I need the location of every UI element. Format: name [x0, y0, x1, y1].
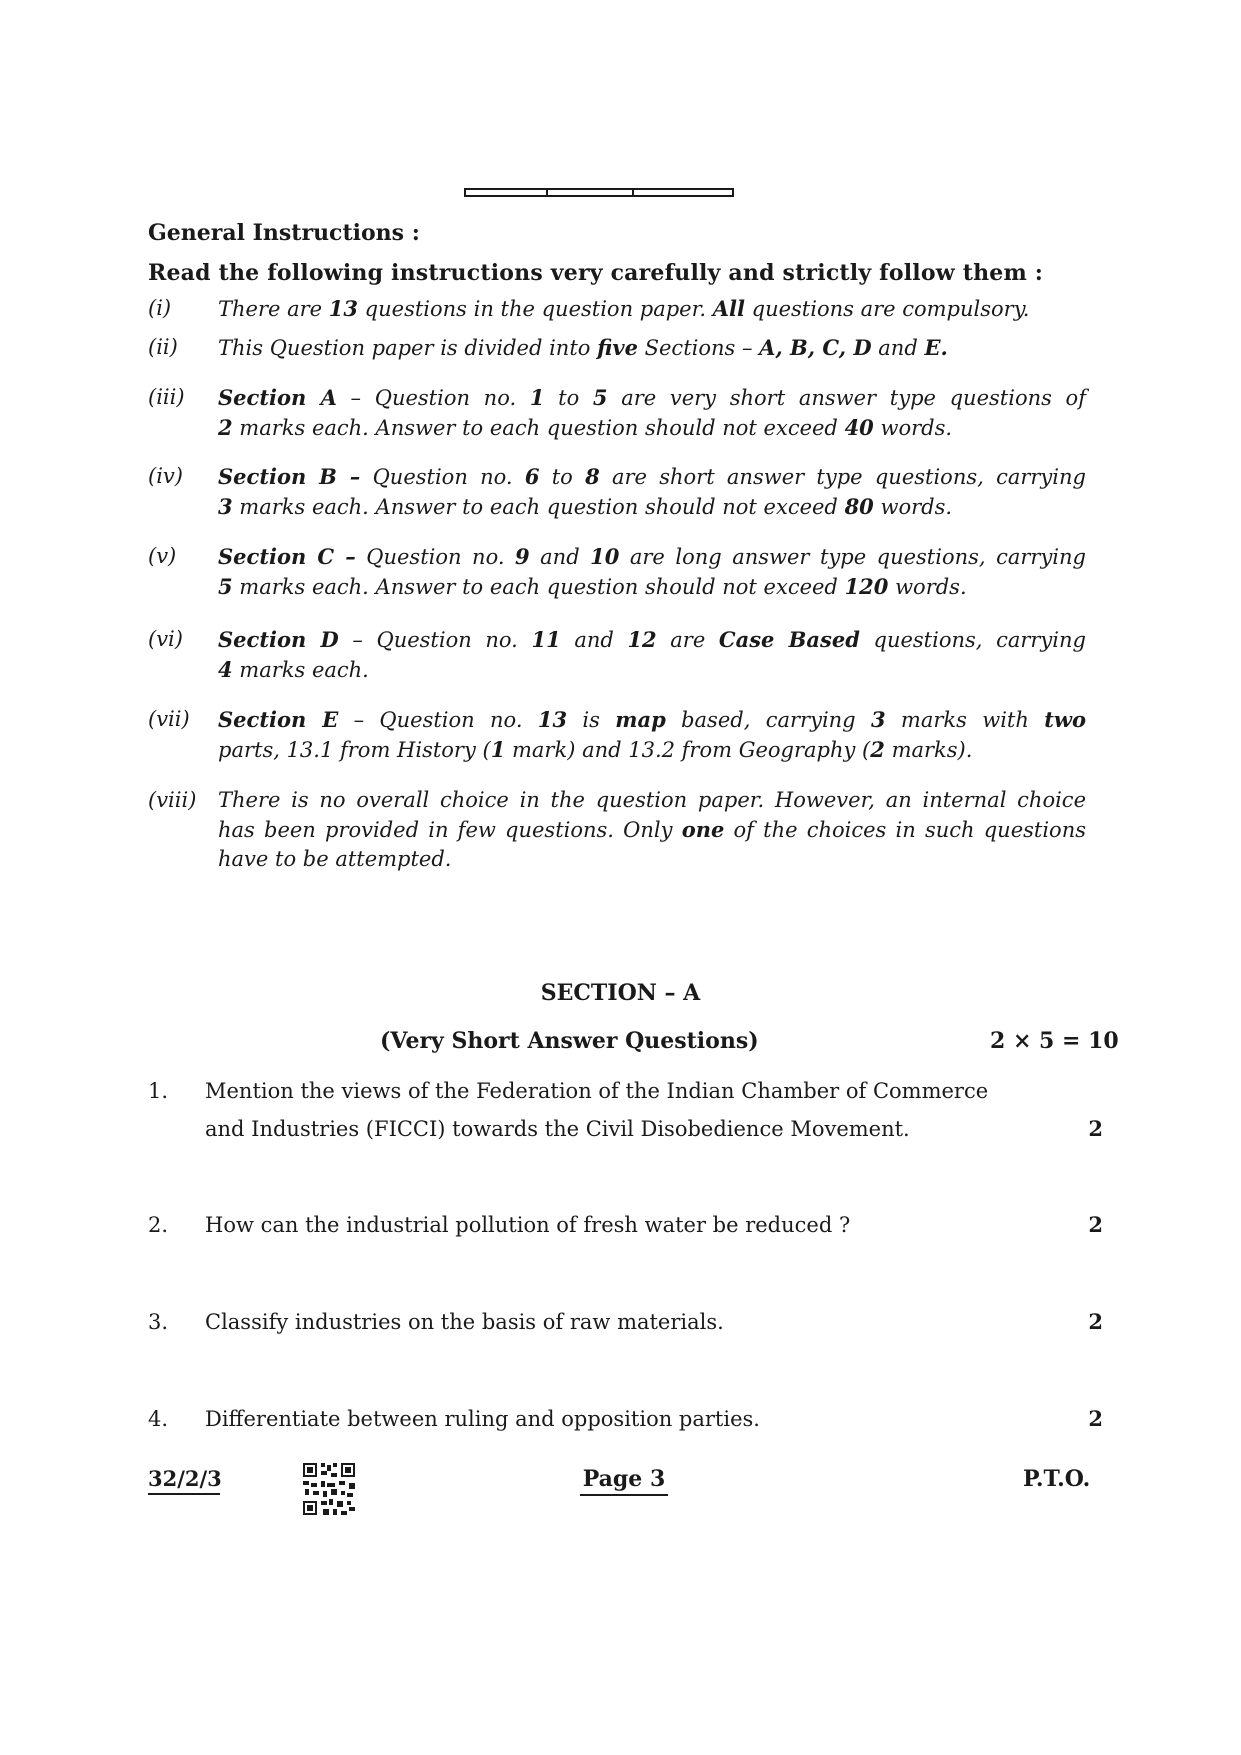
- question-text: Classify industries on the basis of raw materials.: [205, 1310, 724, 1334]
- section-subtitle: (Very Short Answer Questions): [380, 1028, 759, 1054]
- section-title: SECTION – A: [540, 980, 701, 1006]
- general-instructions-title: General Instructions :: [148, 220, 420, 246]
- page-number: Page 3: [580, 1466, 668, 1496]
- read-instructions-line: Read the following instructions very carefully and strictly follow them :: [148, 260, 1044, 286]
- qr-code-icon: [303, 1463, 355, 1515]
- question-text: Mention the views of the Federation of the Indian Chamber of Commerce and Industries (FICCI) towards the Civil Disobedience Movement.: [205, 1079, 989, 1141]
- question-marks: 2: [1088, 1116, 1103, 1141]
- exam-page: General Instructions : Read the following instructions very carefully and strictly follow them : (i) There are 13 questions in the question paper. All questions are compulsory. (ii) This Question paper is divided into five Sections – A, B, C, D and E. (iii) Section A – Question no. 1 to 5 are very short answer type questions of 2 marks each. Answer to each question should not exceed 40 words. (iv) Section B – Question no. 6 to 8 are short answer type questions, carrying 3 marks each. Answer to each question should not exceed 80 words. (v) Section C – Question no. 9 and 10 are long answer type questions, carrying 5 marks each. Answer to each question should not exceed 120 words. (vi) Section D – Question no. 11 and 12 are Case Based questions, carrying 4 marks each. (vii) Section E – Question no. 13 is map based, carrying 3 marks with two parts, 13.1 from History (1 mark) and 13.2 from Geography (2 marks). (viii) There is no overall choice in the question paper. However, an internal choice has been provided in few questions. Only one of the choices in such questions have to be attempted. SECTION – A (Very Short Answer Questions) 2 × 5 = 10 1. Mention the views of the Federation of the Indian Chamber of Commerce and Industries (FICCI) towards the Civil Disobedience Movement. 2 2. How can the industrial pollution of fresh water be reduced ? 2 3. Classify industries on the basis of raw materials. 2 4. Differentiate between ruling and opposition parties. 2 32/2/3 Page 3 P.T.O.: [0, 0, 1241, 1755]
- question-number: 3.: [148, 1310, 169, 1334]
- question-number: 1.: [148, 1079, 169, 1103]
- question-marks: 2: [1088, 1406, 1103, 1431]
- header-rule: [464, 188, 734, 197]
- section-marks: 2 × 5 = 10: [990, 1028, 1119, 1054]
- question-marks: 2: [1088, 1212, 1103, 1237]
- question-number: 2.: [148, 1213, 169, 1237]
- question-marks: 2: [1088, 1309, 1103, 1334]
- paper-code: 32/2/3: [148, 1466, 220, 1495]
- pto-label: P.T.O.: [1023, 1466, 1091, 1492]
- question-text: How can the industrial pollution of fresh water be reduced ?: [205, 1213, 851, 1237]
- question-text: Differentiate between ruling and opposition parties.: [205, 1407, 760, 1431]
- question-number: 4.: [148, 1407, 169, 1431]
